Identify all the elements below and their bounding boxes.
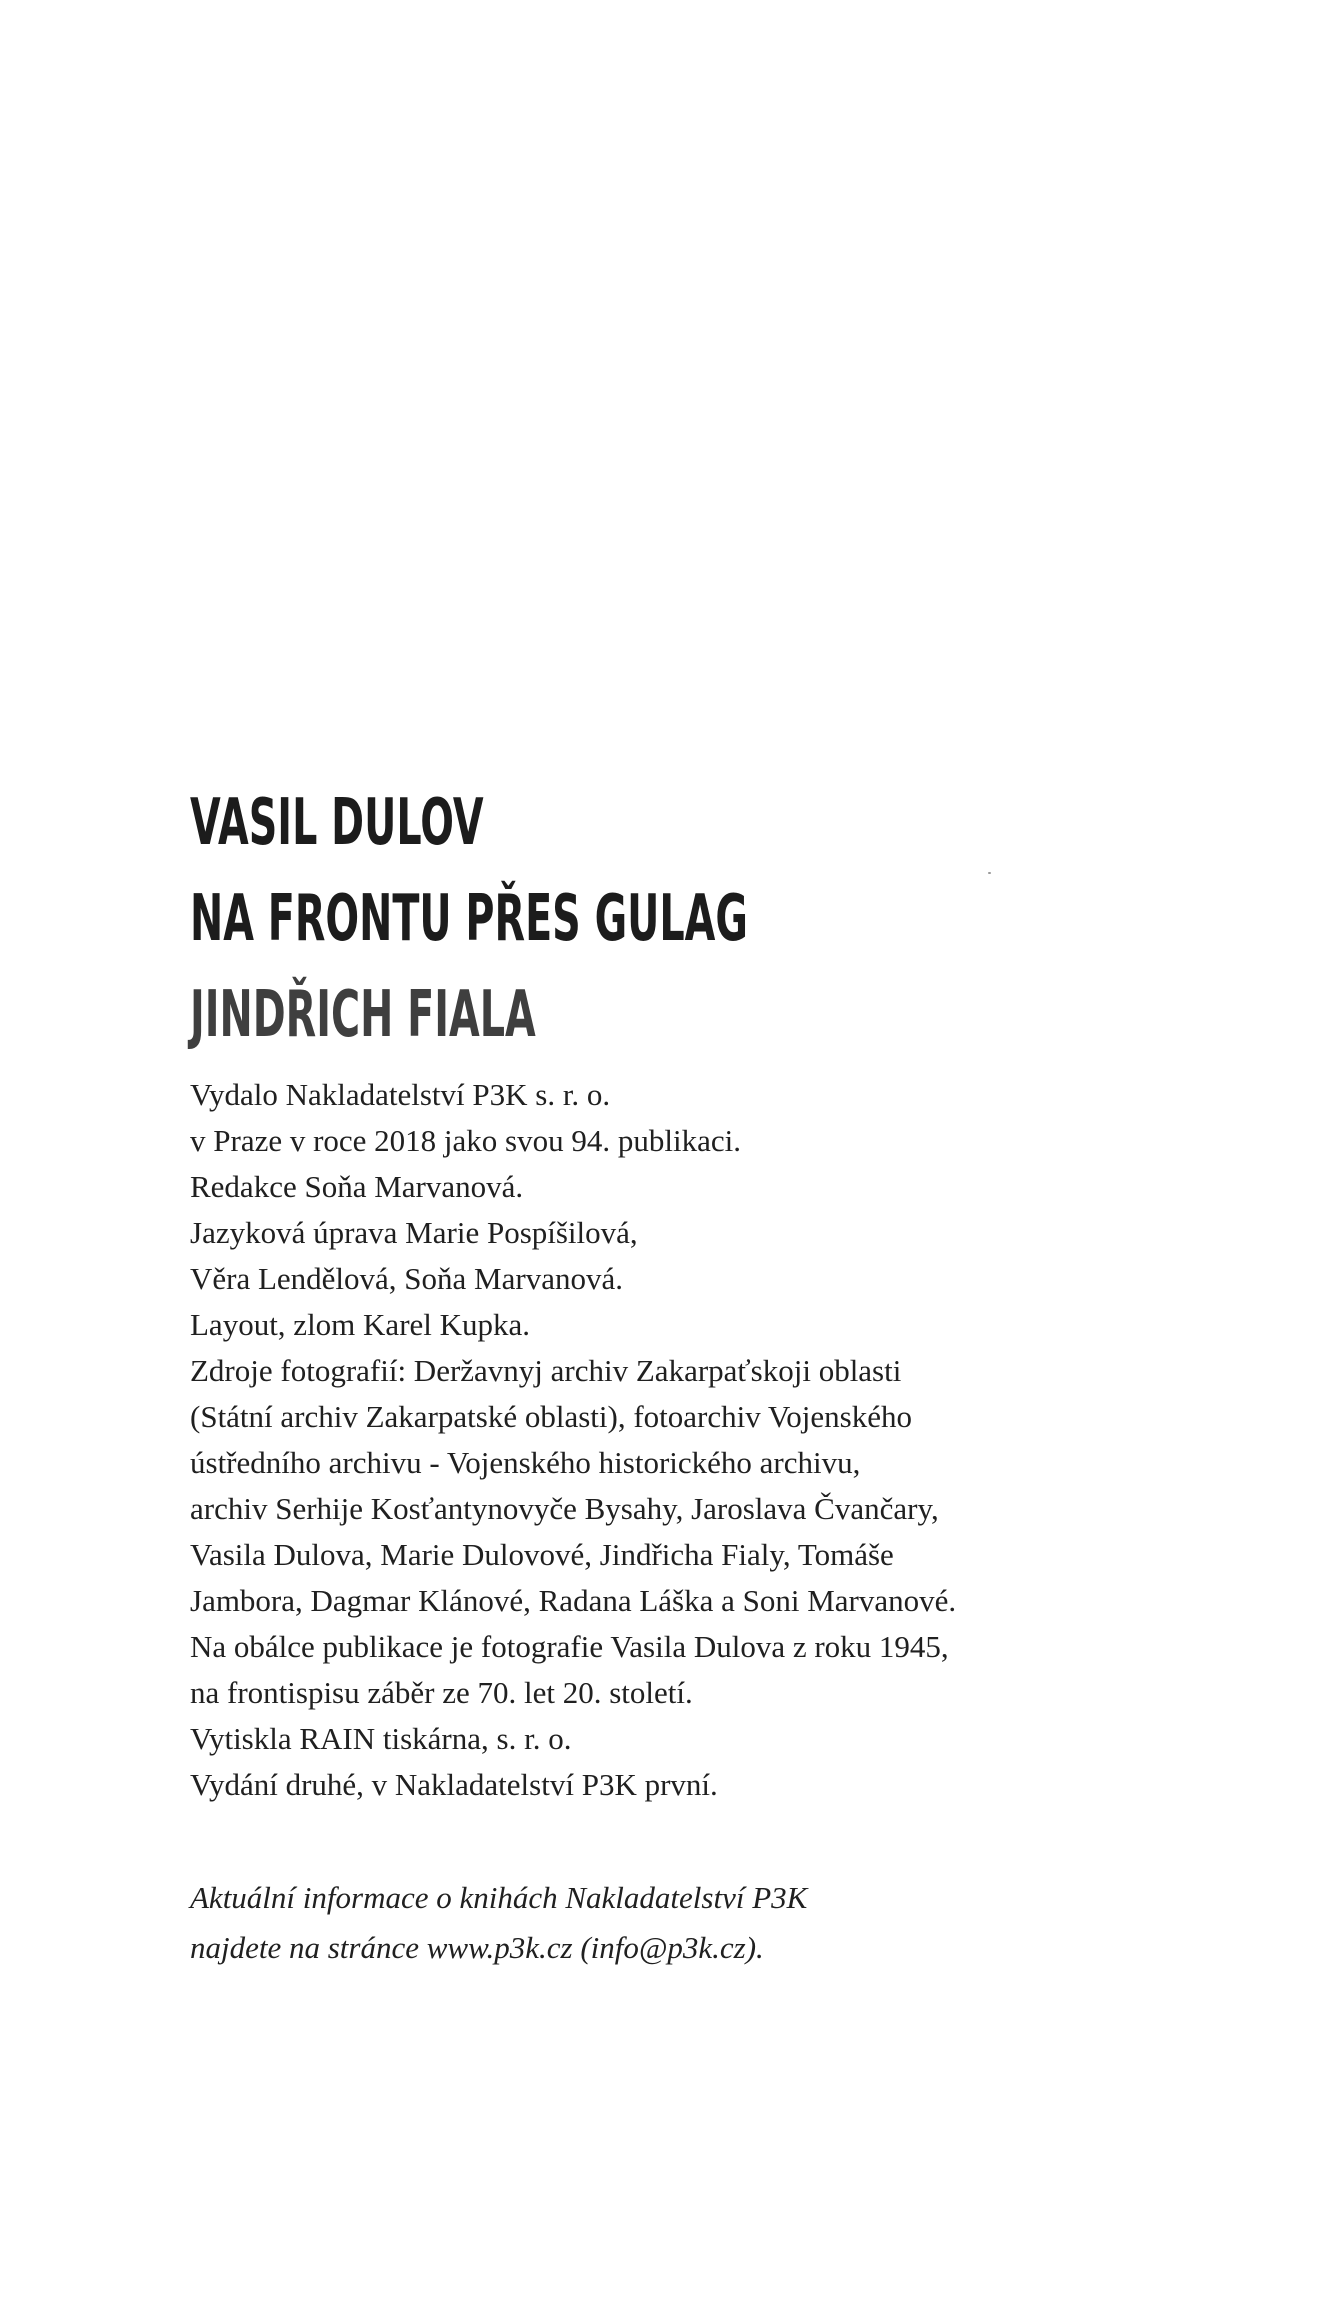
- imprint-line: Layout, zlom Karel Kupka.: [190, 1307, 531, 1342]
- imprint-line: ústředního archivu - Vojenského historického archivu,: [190, 1445, 861, 1480]
- imprint-line: Jambora, Dagmar Klánové, Radana Láška a Soni Marvanové.: [190, 1583, 957, 1618]
- imprint-line: (Státní archiv Zakarpatské oblasti), fotoarchiv Vojenského: [190, 1399, 912, 1434]
- imprint-line: Zdroje fotografií: Deržavnyj archiv Zakarpaťskoji oblasti: [190, 1353, 902, 1388]
- imprint-line: Vydalo Nakladatelství P3K s. r. o.: [190, 1077, 611, 1112]
- author-name: VASIL DULOV: [190, 786, 484, 860]
- imprint-line: v Praze v roce 2018 jako svou 94. publikaci.: [190, 1123, 741, 1158]
- publisher-info: [190, 1873, 1190, 1973]
- imprint-text: [190, 1072, 1190, 1808]
- imprint-line: Jazyková úprava Marie Pospíšilová,: [190, 1215, 638, 1250]
- title-block: [190, 775, 1090, 1063]
- coauthor-name: JINDŘICH FIALA: [190, 978, 536, 1052]
- imprint-line: Na obálce publikace je fotografie Vasila Dulova z roku 1945,: [190, 1629, 949, 1664]
- imprint-line: archiv Serhije Kosťantynovyče Bysahy, Jaroslava Čvančary,: [190, 1491, 939, 1526]
- imprint-line: Vydání druhé, v Nakladatelství P3K první.: [190, 1767, 718, 1802]
- imprint-line: Redakce Soňa Marvanová.: [190, 1169, 524, 1204]
- imprint-line: na frontispisu záběr ze 70. let 20. století.: [190, 1675, 693, 1710]
- book-title: NA FRONTU PŘES GULAG: [190, 882, 748, 956]
- imprint-line: Věra Lendělová, Soňa Marvanová.: [190, 1261, 623, 1296]
- info-line: najdete na stránce www.p3k.cz (info@p3k.cz).: [190, 1930, 764, 1965]
- info-line: Aktuální informace o knihách Nakladatelství P3K: [190, 1880, 808, 1915]
- imprint-line: Vytiskla RAIN tiskárna, s. r. o.: [190, 1721, 572, 1756]
- imprint-line: Vasila Dulova, Marie Dulovové, Jindřicha Fialy, Tomáše: [190, 1537, 894, 1572]
